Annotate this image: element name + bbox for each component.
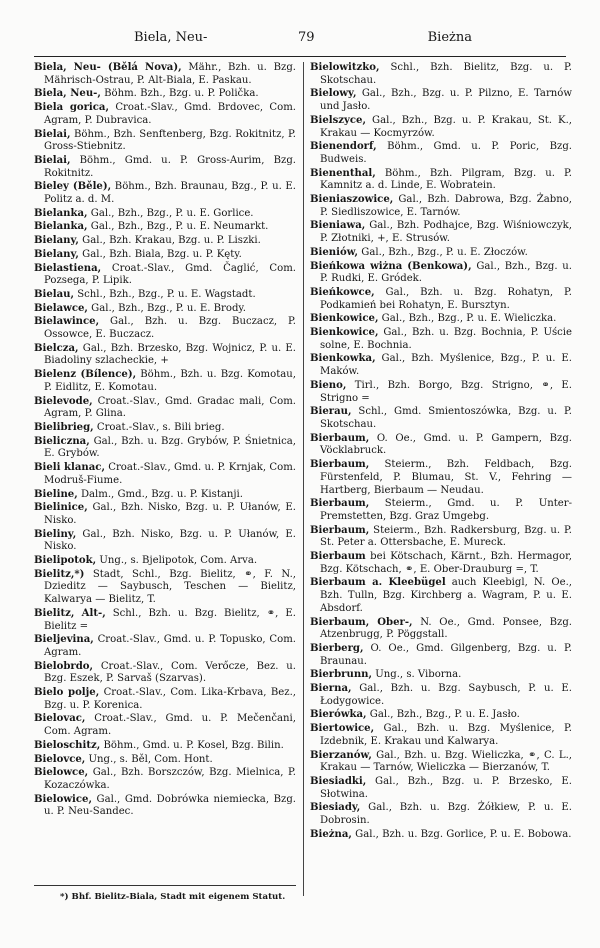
directory-entry (34, 235, 296, 248)
directory-entry (34, 369, 296, 394)
entry-details: Mähr., Bzh. u. Bzg. Mährisch-Ostrau, P. Alt-Biala, E. Paskau. (44, 62, 296, 86)
directory-entry (34, 316, 296, 341)
entry-details: Gal., Bzh. u. Bzg. Grybów, P. Śnietnica, E. Grybów. (44, 435, 296, 460)
directory-entry (34, 208, 296, 221)
directory-entry (34, 489, 296, 502)
entry-details: Croat.-Slav., Com. Lika-Krbava, Bez., Bzg. u. P. Korenica. (44, 687, 296, 711)
entry-place-name: Bierbaum, (310, 498, 370, 510)
entry-place-name: Bielinice, (34, 502, 88, 514)
entry-place-name: Bierbaum, (310, 524, 370, 536)
entry-details: Steierm., Bzh. Feldbach, Bzg. Fürstenfeld, P. Blumau, St. V., Fehring — Hartberg, Bierbaum — Neudau. (320, 459, 572, 496)
directory-entry (310, 829, 572, 842)
directory-entry (34, 62, 296, 87)
entry-place-name: Bielowy, (310, 88, 357, 100)
entry-place-name: Bielai, (34, 154, 71, 166)
entry-details: Gal., Bzh., Bzg. u. P. Rudki, E. Gródek. (320, 260, 572, 285)
entry-details: Croat.-Slav., s. Bili brieg. (93, 421, 225, 433)
directory-entry (34, 155, 296, 180)
page-number: 79 (298, 30, 315, 45)
footnote-rule (34, 885, 296, 886)
entry-place-name: Bieley (Běle), (34, 181, 112, 193)
entry-details: Stadt, Schl., Bzg. Bielitz, ⚭, F. N., Dzieditz — Saybusch, Teschen — Bielitz, Kalwarya — Bielitz, T. (44, 568, 296, 606)
directory-entry (34, 396, 296, 421)
directory-entry (34, 713, 296, 738)
directory-entry (34, 462, 296, 487)
entry-details: Gal., Bzh., Bzg., P. u. E. Złoczów. (358, 246, 528, 258)
entry-place-name: Bierbaum (310, 551, 366, 563)
directory-entry (34, 555, 296, 568)
entry-details: Gal., Bzh., Bzg., P. u. E. Wieliczka. (378, 313, 557, 325)
entry-place-name: Bielobrdo, (34, 660, 94, 672)
directory-entry (34, 221, 296, 234)
entry-details: Gal., Bzh. Dabrowa, Bzg. Żabno, P. Siedliszowice, E. Tarnów. (320, 194, 572, 218)
entry-details: Gal., Bzh. Brzesko, Bzg. Wojnicz, P. u. E. Biadoliny szlacheckie, + (44, 342, 296, 367)
entry-details: Gal., Bzh. Podhajce, Bzg. Wiśniowczyk, P. Złotniki, +, E. Strusów. (320, 220, 572, 245)
entry-details: Steierm., Gmd. u. P. Unter-Premstetten, Bzg. Graz Umgebg. (320, 498, 572, 522)
entry-place-name: Bienendorf, (310, 141, 377, 153)
entry-place-name: Bielitz,*) (34, 568, 85, 580)
entry-details: O. Oe., Gmd. u. P. Gampern, Bzg. Vöcklabruck. (320, 432, 572, 457)
entry-details: Gal., Bzh., Bzg. u. P. Pilzno, E. Tarnów und Jasło. (320, 88, 572, 113)
entry-details: Böhm., Bzh. Braunau, Bzg., P. u. E. Politz a. d. M. (44, 181, 297, 206)
entry-details: Ung., s. Bjelipotok, Com. Arva. (96, 555, 258, 567)
entry-place-name: Bielowice, (34, 793, 92, 805)
entry-place-name: Bierówka, (310, 709, 367, 721)
entry-place-name: Bielenz (Bílence), (34, 369, 137, 381)
entry-place-name: Bielowitzko, (310, 62, 380, 73)
directory-entry (34, 634, 296, 659)
entry-place-name: Bierberg, (310, 642, 364, 654)
entry-details: Schl., Gmd. Smientoszówka, Bzg. u. P. Skotschau. (320, 406, 572, 430)
directory-entry (34, 263, 296, 288)
directory-entry (310, 669, 572, 682)
entry-details: Croat.-Slav., Gmd. u. P. Mečenčani, Com. Agram. (44, 713, 296, 738)
entry-details: Ung., s. Běl, Com. Hont. (85, 753, 213, 765)
entry-place-name: Bielovac, (34, 713, 86, 725)
entry-place-name: Bieżna, (310, 828, 352, 840)
entry-place-name: Bielau, (34, 288, 75, 300)
directory-entry (34, 767, 296, 792)
entry-details: Gal., Bzh. Nisko, Bzg. u. P. Ułanów, E. Nisko. (44, 502, 296, 526)
directory-entry (34, 88, 296, 101)
right-column (310, 62, 572, 842)
directory-entry (34, 129, 296, 154)
entry-details: Croat.-Slav., Com. Verőcze, Bez. u. Bzg. Eszek, P. Sarvaš (Szarvas). (44, 660, 296, 685)
entry-details: O. Oe., Gmd. Gilgenberg, Bzg. u. P. Braunau. (320, 642, 572, 667)
entry-place-name: Bieńkowce, (310, 286, 375, 298)
entry-place-name: Bieline, (34, 488, 78, 500)
entry-place-name: Biela, Neu-, (34, 88, 101, 100)
entry-place-name: Bienkowice, (310, 327, 379, 339)
directory-entry (34, 289, 296, 302)
column-divider (303, 62, 304, 896)
entry-place-name: Bienenthal, (310, 167, 376, 179)
directory-entry (34, 343, 296, 368)
entry-place-name: Bierbrunn, (310, 669, 373, 681)
entry-details: Gal., Bzh. u. Bzg. Wieliczka, ⚭, C. L., Krakau — Tarnów, Wieliczka — Bierzanów, T. (320, 749, 572, 774)
entry-place-name: Biesiady, (310, 802, 361, 814)
entry-place-name: Bieloschitz, (34, 739, 101, 751)
entry-place-name: Biela, Neu- (Bělá Nova), (34, 62, 182, 73)
entry-place-name: Bierau, (310, 406, 352, 418)
directory-entry (310, 617, 572, 642)
entry-details: Croat.-Slav., Gmd. u. P. Topusko, Com. Agram. (44, 634, 296, 658)
directory-entry (310, 683, 572, 708)
entry-place-name: Bieliny, (34, 528, 77, 540)
entry-details: Schl., Bzh. Bielitz, Bzg. u. P. Skotschau. (320, 62, 572, 86)
entry-place-name: Bieniów, (310, 246, 359, 258)
directory-entry (34, 502, 296, 527)
directory-entry (310, 220, 572, 245)
entry-details: Gal., Bzh. u. Bzg. Rohatyn, P. Podkamień bei Rohatyn, E. Bursztyn. (320, 286, 572, 311)
entry-details: Gal., Bzh. u. Bzg. Bochnia, P. Uście solne, E. Bochnia. (320, 327, 572, 351)
footnote: *) Bhf. Bielitz-Biala, Stadt mit eigenem Statut. (60, 892, 286, 902)
directory-entry (310, 261, 572, 286)
header-left-keyword: Biela, Neu- (134, 30, 208, 45)
directory-entry (34, 181, 296, 206)
entry-details: Gal., Bzh., Bzg. u. P. Brzesko, E. Słotwina. (320, 775, 572, 800)
entry-details: Croat.-Slav., Gmd. u. P. Krnjak, Com. Modruš-Fiume. (44, 462, 296, 486)
entry-details: Gal., Bzh., Bzg., P. u. E. Gorlice. (87, 207, 254, 219)
directory-entry (34, 661, 296, 686)
entry-details: Schl., Bzh., Bzg., P. u. E. Wagstadt. (74, 288, 256, 300)
entry-details: auch Kleebigl, N. Oe., Bzh. Tulln, Bzg. Kirchberg a. Wagram, P. u. E. Absdorf. (320, 577, 572, 614)
directory-entry (310, 313, 572, 326)
directory-entry (34, 794, 296, 819)
directory-entry (34, 754, 296, 767)
directory-entry (310, 406, 572, 431)
directory-entry (310, 498, 572, 523)
entry-place-name: Bieniawa, (310, 220, 366, 232)
entry-place-name: Bielanka, (34, 207, 88, 219)
header-rule (34, 56, 566, 57)
entry-place-name: Bierbaum, (310, 459, 370, 471)
entry-details: Croat.-Slav., Gmd. Čaglić, Com. Pozsega, P. Lipik. (44, 262, 296, 287)
directory-entry (310, 353, 572, 378)
entry-details: Böhm., Bzh. u. Bzg. Komotau, P. Eidlitz, E. Komotau. (44, 369, 296, 393)
entry-details: Böhm., Gmd. u. P. Poric, Bzg. Budweis. (320, 141, 572, 165)
directory-entry (310, 287, 572, 312)
directory-entry (34, 249, 296, 262)
directory-entry (310, 709, 572, 722)
entry-place-name: Bielo polje, (34, 687, 100, 699)
entry-place-name: Biesiadki, (310, 775, 367, 787)
entry-place-name: Bielawce, (34, 302, 88, 314)
entry-place-name: Bierbaum a. Kleebügel (310, 577, 446, 589)
entry-details: Dalm., Gmd., Bzg. u. P. Kistanji. (77, 488, 243, 500)
directory-entry (310, 141, 572, 166)
entry-place-name: Bielcza, (34, 342, 79, 354)
entry-place-name: Bielowce, (34, 767, 89, 779)
entry-place-name: Biela gorica, (34, 102, 109, 114)
directory-entry (34, 529, 296, 554)
entry-place-name: Bieno, (310, 379, 347, 391)
entry-details: N. Oe., Gmd. Ponsee, Bzg. Atzenbrugg, P. Pöggstall. (320, 616, 573, 641)
entry-place-name: Bienkowice, (310, 313, 379, 325)
header-right-keyword: Bieżna (427, 30, 472, 45)
entry-details: Gal., Bzh. u. Bzg. Buczacz, P. Ossowce, E. Buczacz. (44, 316, 296, 341)
left-column (34, 62, 296, 820)
entry-details: Böhm., Bzh. Pilgram, Bzg. u. P. Kamnitz a. d. Linde, E. Wobratein. (320, 167, 572, 192)
directory-entry (34, 422, 296, 435)
entry-details: Gal., Bzh. u. Bzg. Gorlice, P. u. E. Bobowa. (351, 828, 572, 840)
directory-entry (310, 776, 572, 801)
entry-details: Böhm., Gmd. u. P. Gross-Aurim, Bzg. Rokitnitz. (44, 154, 296, 179)
directory-entry (310, 577, 572, 615)
entry-place-name: Bierzanów, (310, 749, 372, 761)
directory-entry (310, 525, 572, 550)
directory-entry (310, 723, 572, 748)
entry-place-name: Bielevode, (34, 395, 93, 407)
entry-place-name: Bierna, (310, 683, 352, 695)
entry-details: Gal., Bzh., Bzg., P. u. E. Brody. (87, 302, 246, 314)
directory-entry (310, 802, 572, 827)
directory-entry (310, 62, 572, 87)
entry-details: Gal., Bzh. Borszczów, Bzg. Mielnica, P. Kozaczówka. (44, 767, 296, 791)
entry-place-name: Bielipotok, (34, 555, 97, 567)
directory-entry (310, 643, 572, 668)
directory-entry (310, 433, 572, 458)
entry-place-name: Bieniaszowice, (310, 194, 394, 206)
entry-details: Böhm. Bzh., Bzg. u. P. Polička. (100, 88, 259, 100)
entry-place-name: Bielany, (34, 248, 79, 260)
entry-details: Croat.-Slav., Gmd. Brdovec, Com. Agram, P. Dubravica. (44, 102, 296, 126)
entry-details: Tirl., Bzh. Borgo, Bzg. Strigno, ⚭, E. Strigno = (320, 379, 572, 404)
directory-entry (34, 740, 296, 753)
directory-entry (310, 380, 572, 405)
directory-entry (34, 303, 296, 316)
entry-details: Steierm., Bzh. Radkersburg, Bzg. u. P. St. Peter a. Ottersbache, E. Mureck. (320, 524, 572, 549)
entry-details: Gal., Bzh., Bzg., P. u. E. Neumarkt. (87, 221, 269, 233)
entry-place-name: Bienkowka, (310, 353, 376, 365)
entry-details: Gal., Bzh. Nisko, Bzg. u. P. Ułanów, E. Nisko. (44, 528, 296, 553)
entry-place-name: Bieli klanac, (34, 462, 105, 474)
page-header (34, 30, 566, 50)
entry-place-name: Bielanka, (34, 221, 88, 233)
directory-entry (34, 569, 296, 607)
entry-place-name: Bielibrieg, (34, 421, 94, 433)
entry-place-name: Bielawince, (34, 316, 100, 328)
entry-details: Gal., Bzh. u. Bzg. Myślenice, P. Izdebnik, E. Krakau und Kalwarya. (320, 723, 572, 747)
entry-place-name: Bielovce, (34, 753, 86, 765)
directory-entry (34, 436, 296, 461)
entry-details: Gal., Bzh. u. Bzg. Żółkiew, P. u. E. Dobrosin. (320, 802, 572, 827)
entry-details: Croat.-Slav., Gmd. Gradac mali, Com. Agram, P. Glina. (44, 395, 296, 420)
entry-place-name: Bieńkowa wiżna (Benkowa), (310, 260, 472, 272)
entry-details: Böhm., Gmd. u. P. Kosel, Bzg. Bilin. (100, 739, 284, 751)
entry-details: Gal., Gmd. Dobrówka niemiecka, Bzg. u. P. Neu-Sandec. (44, 793, 296, 818)
directory-entry (310, 168, 572, 193)
entry-details: Schl., Bzh. u. Bzg. Bielitz, ⚭, E. Bielitz = (44, 607, 296, 632)
directory-entry (310, 194, 572, 219)
entry-place-name: Bieljevina, (34, 634, 94, 646)
entry-place-name: Bielai, (34, 128, 71, 140)
entry-place-name: Bierbaum, (310, 432, 370, 444)
entry-details: Gal., Bzh., Bzg. u. P. Krakau, St. K., Krakau — Kocmyrzów. (320, 114, 572, 139)
directory-entry (310, 750, 572, 775)
directory-entry (34, 102, 296, 127)
directory-entry (310, 327, 572, 352)
directory-entry (34, 608, 296, 633)
directory-entry (310, 88, 572, 113)
directory-entry (310, 551, 572, 576)
entry-details: Ung., s. Viborna. (372, 669, 462, 681)
entry-details: bei Kötschach, Kärnt., Bzh. Hermagor, Bzg. Kötschach, ⚭, E. Ober-Drauburg =, T. (320, 551, 572, 575)
entry-details: Gal., Bzh. Biala, Bzg. u. P. Kęty. (78, 248, 242, 260)
entry-place-name: Bierbaum, Ober-, (310, 616, 413, 628)
entry-place-name: Bieliczna, (34, 435, 90, 447)
directory-entry (310, 115, 572, 140)
entry-details: Gal., Bzh. u. Bzg. Saybusch, P. u. E. Łodygowice. (320, 683, 572, 707)
entry-place-name: Bielitz, Alt-, (34, 607, 106, 619)
directory-entry (310, 459, 572, 497)
entry-place-name: Bielszyce, (310, 114, 366, 126)
entry-details: Gal., Bzh. Myślenice, Bzg., P. u. E. Maków. (320, 353, 572, 378)
entry-details: Gal., Bzh. Krakau, Bzg. u. P. Liszki. (78, 235, 261, 247)
entry-place-name: Bielastiena, (34, 262, 102, 274)
entry-place-name: Bielany, (34, 235, 79, 247)
entry-place-name: Biertowice, (310, 723, 375, 735)
entry-details: Gal., Bzh., Bzg., P. u. E. Jasło. (366, 709, 520, 721)
entry-details: Böhm., Bzh. Senftenberg, Bzg. Rokitnitz, P. Gross-Stiebnitz. (44, 128, 296, 153)
directory-entry (34, 687, 296, 712)
directory-entry (310, 247, 572, 260)
